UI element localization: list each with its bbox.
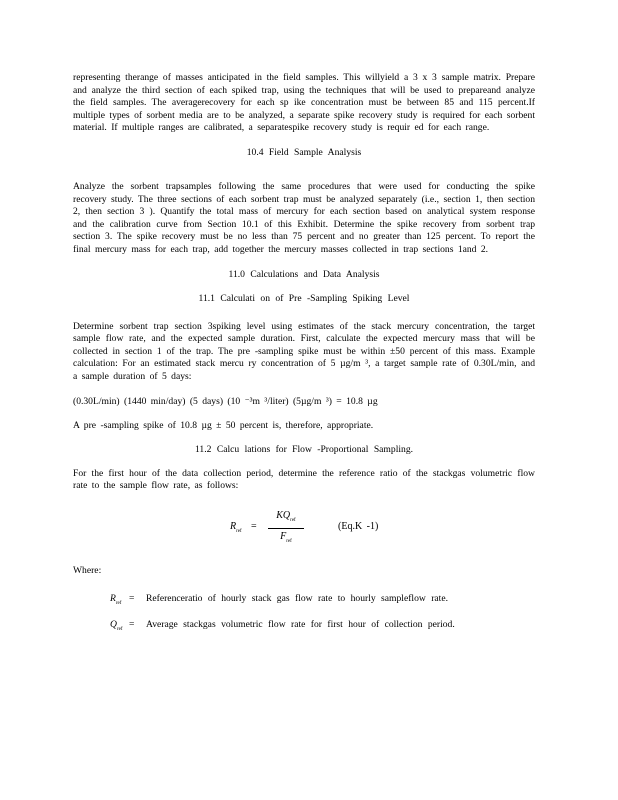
equation-denominator: $F_{ref}$ [280, 530, 292, 544]
fraction-bar [268, 528, 304, 529]
calculation-conclusion: A pre -sampling spike of 10.8 µg ± 50 percent is, therefore, appropriate. [73, 419, 374, 431]
definition-equals: = [129, 618, 135, 630]
definition-text: Average stackgas volumetric flow rate for first hour of collection period. [146, 618, 455, 630]
spiking-level-paragraph: Determine sorbent trap section 3spiking level using estimates of the stack mercury concentration, the target sample flow rate, and the expected sample duration. First, calculate the expected mercury mass that will be collected in section 1 of the trap. The pre -sampling spike must be within ±50 percent of this mass. Example calculation: For an estimated stack mercu ry concentration of 5 µg/m ³, a target sample rate of 0.30L/min, and a sample duration of 5 days: [73, 320, 535, 382]
flow-proportional-paragraph: For the first hour of the data collection period, determine the reference ratio of the stackgas volumetric flow rate to the sample flow rate, as follows: [73, 467, 535, 492]
equation-equals: = [251, 520, 257, 532]
definition-q-ref [73, 619, 535, 645]
section-heading-11-2: 11.2 Calcu lations for Flow -Proportional Sampling. [194, 443, 414, 455]
equation-k1 [73, 509, 535, 553]
intro-paragraph: representing therange of masses anticipated in the field samples. This willyield a 3 x 3 sample matrix. Prepare and analyze the third section of each spiked trap, using the techniques that will be used to prepareand analyze the field samples. The averagerecovery for each sp ike concentration must be between 85 and 115 percent.If multiple types of sorbent media are to be analyzed, a separate spike recovery study is required for each sorbent material. If multiple ranges are calibrated, a separatespike recovery study is requir ed for each range. [73, 72, 535, 134]
definition-symbol: $R_{ref}$ [110, 592, 122, 606]
definition-equals: = [129, 592, 135, 604]
equation-fraction [268, 509, 304, 548]
equation-label: (Eq.K -1) [338, 520, 379, 532]
where-label: Where: [73, 564, 102, 576]
definition-r-ref [73, 593, 535, 619]
section-heading-10-4: 10.4 Field Sample Analysis [246, 146, 362, 158]
example-calculation: (0.30L/min) (1440 min/day) (5 days) (10 ⁻³m ³/liter) (5µg/m ³) = 10.8 µg [73, 395, 378, 407]
equation-numerator: $KQ_{ref}$ [276, 509, 296, 523]
definition-text: Referenceratio of hourly stack gas flow rate to hourly sampleflow rate. [146, 592, 448, 604]
field-sample-paragraph: Analyze the sorbent trapsamples following the same procedures that were used for conducting the spike recovery study. The three sections of each sorbent trap must be analyzed separately (i.e., section 1, then section 2, then section 3 ). Quantify the total mass of mercury for each section based on analytical system response and the calibration curve from Section 10.1 of this Exhibit. Determine the spike recovery from sorbent trap section 3. The spike recovery must be no less than 75 percent and no greater than 125 percent. To report the final mercury mass for each trap, add together the mercury masses collected in trap sections 1and 2. [73, 180, 535, 255]
definition-symbol: $Q_{ref}$ [110, 618, 123, 632]
document-page [73, 72, 535, 645]
section-heading-11-1: 11.1 Calculati on of Pre -Sampling Spiking Level [198, 292, 410, 304]
section-heading-11-0: 11.0 Calculations and Data Analysis [228, 268, 380, 280]
equation-lhs: $R_{ref}$ [230, 520, 242, 534]
